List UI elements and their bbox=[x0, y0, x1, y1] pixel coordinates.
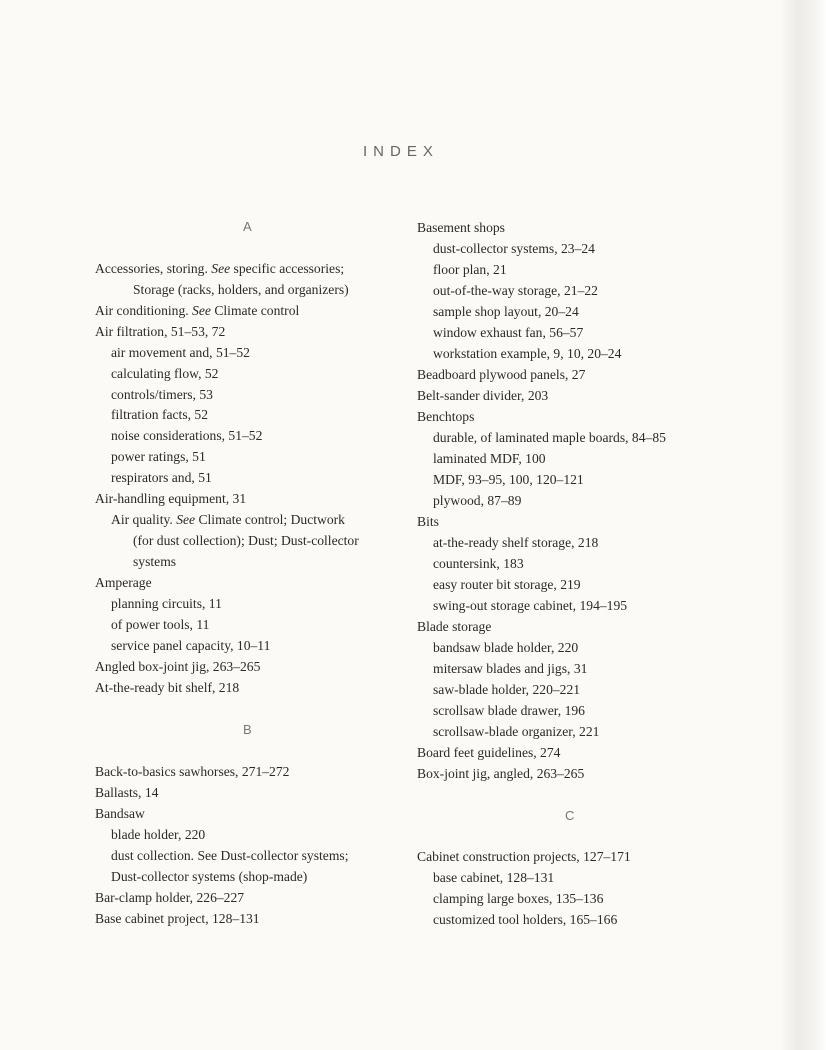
index-subentry: base cabinet, 128–131 bbox=[433, 870, 555, 885]
index-subentry: scrollsaw blade drawer, 196 bbox=[433, 703, 585, 718]
index-entry: Air-handling equipment, 31 bbox=[95, 491, 247, 506]
index-subentry: easy router bit storage, 219 bbox=[433, 577, 581, 592]
index-subentry: scrollsaw-blade organizer, 221 bbox=[433, 724, 600, 739]
index-entry: Ballasts, 14 bbox=[95, 785, 159, 800]
index-entry: Cabinet construction projects, 127–171 bbox=[417, 849, 631, 864]
index-entry: Beadboard plywood panels, 27 bbox=[417, 367, 586, 382]
index-entry: Board feet guidelines, 274 bbox=[417, 745, 561, 760]
index-entry: Blade storage bbox=[417, 619, 492, 634]
index-entry: Benchtops bbox=[417, 409, 475, 424]
index-entry: Belt-sander divider, 203 bbox=[417, 388, 549, 403]
index-subentry: laminated MDF, 100 bbox=[433, 451, 546, 466]
section-letter-b: B bbox=[243, 722, 252, 737]
index-subentry: Air quality. See Climate control; Ductwork bbox=[111, 512, 345, 527]
index-subentry: filtration facts, 52 bbox=[111, 407, 209, 422]
index-entry: At-the-ready bit shelf, 218 bbox=[95, 680, 240, 695]
index-entry-continuation: (for dust collection); Dust; Dust-collector bbox=[133, 533, 359, 548]
index-subentry: bandsaw blade holder, 220 bbox=[433, 640, 579, 655]
index-subentry: MDF, 93–95, 100, 120–121 bbox=[433, 472, 584, 487]
index-entry: Bar-clamp holder, 226–227 bbox=[95, 890, 245, 905]
index-subentry: countersink, 183 bbox=[433, 556, 524, 571]
index-entry: Bandsaw bbox=[95, 806, 145, 821]
index-subentry: power ratings, 51 bbox=[111, 449, 206, 464]
index-subentry: blade holder, 220 bbox=[111, 827, 206, 842]
index-entry: Back-to-basics sawhorses, 271–272 bbox=[95, 764, 290, 779]
index-subentry: dust collection. See Dust-collector systems; bbox=[111, 848, 349, 863]
index-entry: Angled box-joint jig, 263–265 bbox=[95, 659, 261, 674]
index-entry: Basement shops bbox=[417, 220, 505, 235]
index-subentry: controls/timers, 53 bbox=[111, 387, 213, 402]
index-subentry: floor plan, 21 bbox=[433, 262, 507, 277]
index-entry-continuation: systems bbox=[133, 554, 177, 569]
index-subentry: at-the-ready shelf storage, 218 bbox=[433, 535, 599, 550]
index-subentry: clamping large boxes, 135–136 bbox=[433, 891, 604, 906]
index-entry: Amperage bbox=[95, 575, 152, 590]
index-entry-continuation: Dust-collector systems (shop-made) bbox=[111, 869, 308, 884]
index-entry-continuation: Storage (racks, holders, and organizers) bbox=[133, 282, 349, 297]
index-subentry: of power tools, 11 bbox=[111, 617, 210, 632]
index-subentry: out-of-the-way storage, 21–22 bbox=[433, 283, 598, 298]
page-edge-shadow bbox=[780, 0, 826, 1050]
index-subentry: sample shop layout, 20–24 bbox=[433, 304, 579, 319]
index-subentry: swing-out storage cabinet, 194–195 bbox=[433, 598, 628, 613]
index-entry: Box-joint jig, angled, 263–265 bbox=[417, 766, 585, 781]
index-subentry: mitersaw blades and jigs, 31 bbox=[433, 661, 588, 676]
index-entry: Accessories, storing. See specific accessories; bbox=[95, 261, 345, 276]
index-subentry: planning circuits, 11 bbox=[111, 596, 222, 611]
section-letter-c: C bbox=[565, 808, 575, 823]
index-subentry: workstation example, 9, 10, 20–24 bbox=[433, 346, 622, 361]
index-subentry: saw-blade holder, 220–221 bbox=[433, 682, 581, 697]
index-subentry: dust-collector systems, 23–24 bbox=[433, 241, 595, 256]
index-subentry: durable, of laminated maple boards, 84–85 bbox=[433, 430, 666, 445]
index-subentry: plywood, 87–89 bbox=[433, 493, 522, 508]
index-entry: Air conditioning. See Climate control bbox=[95, 303, 300, 318]
index-subentry: air movement and, 51–52 bbox=[111, 345, 250, 360]
index-subentry: respirators and, 51 bbox=[111, 470, 212, 485]
section-letter-a: A bbox=[243, 219, 252, 234]
index-subentry: calculating flow, 52 bbox=[111, 366, 219, 381]
index-subentry: window exhaust fan, 56–57 bbox=[433, 325, 584, 340]
index-entry: Base cabinet project, 128–131 bbox=[95, 911, 260, 926]
index-subentry: service panel capacity, 10–11 bbox=[111, 638, 271, 653]
index-entry: Air filtration, 51–53, 72 bbox=[95, 324, 226, 339]
index-subentry: noise considerations, 51–52 bbox=[111, 428, 263, 443]
index-entry: Bits bbox=[417, 514, 439, 529]
index-subentry: customized tool holders, 165–166 bbox=[433, 912, 618, 927]
